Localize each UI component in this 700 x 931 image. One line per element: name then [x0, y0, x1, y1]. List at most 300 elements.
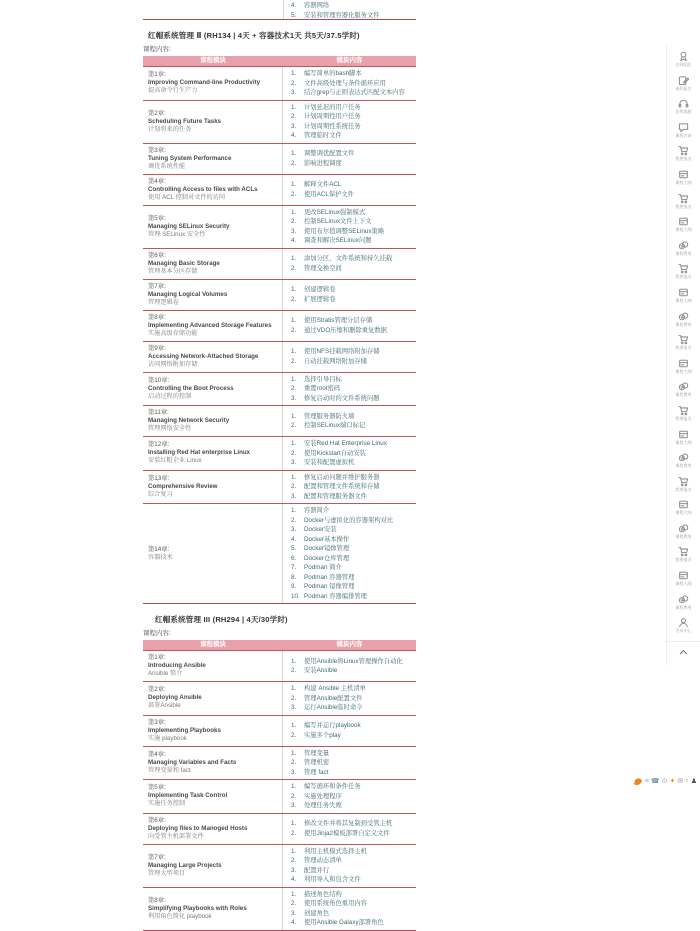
module-item: [291, 482, 413, 492]
item-number: 3.: [291, 89, 297, 96]
item-number: 1.: [291, 440, 297, 447]
table-header-cell: 模块内容: [336, 57, 363, 64]
table-row: [143, 372, 416, 406]
module-name-cell: [143, 373, 283, 406]
item-number: 1.: [291, 181, 297, 188]
item-number: 2.: [291, 667, 297, 674]
item-number: 2.: [291, 385, 297, 392]
item-text: 创建角色: [304, 909, 330, 917]
module-item: [291, 217, 413, 227]
sidebar-item-label: 预约报名: [675, 85, 692, 91]
module-item: [291, 801, 413, 811]
sidebar-item[interactable]: [667, 145, 700, 169]
module-item: [291, 506, 413, 516]
module-item: [291, 592, 413, 602]
item-text: 管理 fact: [304, 768, 329, 776]
item-text: Podman 容器编排管理: [304, 592, 367, 600]
module-content-cell: [283, 249, 416, 279]
chapter-title-en: Controlling the Boot Process: [148, 384, 234, 392]
item-number: 2.: [291, 759, 297, 766]
chapter-title-cn: 部署Ansible: [148, 702, 181, 710]
item-text: 编写循环和条件任务: [304, 783, 361, 790]
item-text: 添加分区、文件系统和持久挂载: [304, 255, 393, 262]
item-text: 使用布尔值调整SELinux策略: [304, 227, 385, 235]
sidebar-item[interactable]: [667, 122, 700, 146]
sidebar-item[interactable]: [667, 287, 700, 311]
phone-icon[interactable]: ☎: [650, 778, 660, 785]
module-content-cell: [283, 373, 416, 406]
chapter-title-en: Improving Command-line Productivity: [148, 79, 261, 87]
module-content-cell: [283, 716, 416, 746]
module-content-cell: [283, 67, 416, 100]
sidebar-item[interactable]: [667, 193, 700, 217]
item-number: 1.: [291, 685, 297, 692]
item-text: 计划周期性系统任务: [304, 122, 361, 130]
sidebar-item[interactable]: [667, 405, 700, 429]
item-number: 2.: [291, 113, 297, 120]
sidebar-item-label: 我要报名: [675, 416, 692, 421]
module-item: [291, 856, 413, 866]
item-number: 1.: [291, 412, 297, 420]
item-number: 4.: [291, 2, 297, 9]
coins-icon: [667, 381, 700, 392]
sidebar-item[interactable]: [667, 570, 700, 594]
sidebar-item[interactable]: [667, 499, 700, 523]
module-item: [291, 782, 413, 792]
item-text: 文件高级处理与条件循环应用: [304, 79, 386, 87]
item-text: 配置并行: [304, 866, 330, 874]
chapter-label: 第12章:: [148, 441, 170, 449]
chapter-title-cn: 使用 ACL 控制对文件的访问: [148, 193, 226, 201]
item-text: Docker基本操作: [304, 535, 350, 543]
module-item: [291, 582, 413, 592]
table-row: [143, 405, 416, 436]
sidebar-item[interactable]: [667, 617, 700, 641]
mail-icon[interactable]: ✉: [677, 778, 684, 785]
item-text: 自动挂载网络附加存储: [304, 357, 367, 365]
item-number: 2.: [291, 829, 297, 837]
module-content-cell: [283, 682, 416, 715]
item-number: 5.: [291, 11, 297, 19]
sidebar-item[interactable]: [667, 334, 700, 358]
item-number: 1.: [291, 70, 297, 77]
sidebar-item-label: 课程大纲: [675, 227, 692, 232]
sidebar-item-label: 课程费用: [675, 463, 692, 468]
sidebar-item[interactable]: [667, 51, 700, 75]
table-row: [143, 436, 416, 470]
person-icon[interactable]: ♟: [690, 778, 697, 785]
sidebar-item[interactable]: [667, 75, 700, 99]
module-item: [291, 264, 413, 274]
item-number: 3.: [291, 459, 297, 466]
sidebar-item[interactable]: [667, 452, 700, 476]
item-text: 构建 Ansible 主机清单: [304, 685, 366, 692]
item-number: 2.: [291, 449, 297, 457]
clock-icon[interactable]: ⊙: [661, 778, 668, 785]
sidebar-item-label: 课程费用: [675, 534, 692, 539]
table-row: [143, 310, 416, 341]
item-text: 使用系统角色重用内容: [304, 900, 367, 907]
module-item: [291, 792, 413, 802]
item-number: 2.: [291, 900, 297, 907]
table-header-cell: 课程模块: [200, 57, 226, 64]
sidebar-item[interactable]: [667, 594, 700, 618]
chapter-label: 第6章:: [148, 816, 166, 824]
sidebar-item-label: 在线客服: [675, 109, 692, 114]
item-text: 重置root密码: [304, 385, 341, 392]
item-text: 结合grep与正则表达式匹配文本内容: [304, 89, 405, 96]
course-content-label: 课程内容:: [143, 630, 171, 637]
menu-icon[interactable]: ≡: [644, 778, 649, 785]
item-text: 影响进程调度: [304, 159, 342, 167]
sidebar-item[interactable]: [667, 311, 700, 335]
item-number: 1.: [291, 890, 297, 898]
module-item: [291, 909, 413, 919]
user-icon: [667, 617, 700, 628]
item-number: 3.: [291, 802, 297, 809]
table-row: [143, 650, 416, 681]
module-content-cell: [283, 206, 416, 248]
chapter-title-en: Tuning System Performance: [148, 154, 232, 162]
chapter-label: 第4章:: [148, 177, 166, 185]
chapter-label: 第9章:: [148, 344, 166, 352]
item-number: 1.: [291, 820, 297, 827]
item-text: 管理Ansible配置文件: [304, 694, 363, 702]
sidebar-item[interactable]: [667, 98, 700, 122]
item-number: 2.: [291, 264, 297, 272]
module-item: [291, 525, 413, 535]
module-item: [291, 122, 413, 132]
item-text: 安装和配置虚拟机: [304, 459, 355, 466]
chapter-title-en: Simplifying Playbooks with Roles: [148, 904, 247, 912]
card-icon: [667, 169, 700, 180]
medal-icon: [667, 51, 700, 62]
card-icon: [667, 429, 700, 440]
item-text: 编写简单的bash脚本: [304, 70, 362, 77]
module-name-cell: [143, 682, 283, 715]
item-text: 管理动态清单: [304, 857, 342, 864]
chapter-title-en: Implementing Advanced Storage Features: [148, 321, 272, 329]
module-content-cell: [283, 888, 416, 930]
item-number: 2.: [291, 295, 297, 303]
coins-icon: [667, 311, 700, 322]
item-number: 2.: [291, 357, 297, 365]
module-item: [291, 721, 413, 731]
item-number: 3.: [291, 866, 297, 874]
service-logo-icon[interactable]: [633, 777, 643, 787]
item-text: 计划周期性用户任务: [304, 113, 361, 120]
module-item: [291, 131, 413, 141]
sidebar-item[interactable]: [667, 476, 700, 500]
item-text: 更改SELinux强制模式: [304, 208, 366, 216]
chapter-title-en: Scheduling Future Tasks: [148, 117, 222, 125]
chapter-label: 第13章:: [148, 474, 170, 482]
module-name-cell: [143, 67, 283, 100]
item-text: 解释文件ACL: [304, 181, 342, 188]
module-name-cell: [143, 280, 283, 310]
item-text: 扩展逻辑卷: [304, 295, 336, 303]
item-number: 3.: [291, 227, 297, 235]
cart-icon: [667, 334, 700, 345]
cart-icon: [667, 263, 700, 274]
item-number: 1.: [291, 375, 297, 383]
item-text: 利用主机模式选择主机: [304, 847, 367, 855]
module-name-cell: [143, 651, 283, 681]
module-item: [291, 899, 413, 909]
module-content-cell: [283, 504, 416, 603]
item-number: 3.: [291, 909, 297, 917]
module-item: [291, 227, 413, 237]
module-item: [291, 684, 413, 694]
module-name-cell: [143, 504, 283, 603]
chapter-label: 第7章:: [148, 282, 166, 290]
module-item: [291, 254, 413, 264]
module-name-cell: [143, 249, 283, 279]
item-text: 使用NFS挂载网络附加存储: [304, 348, 380, 355]
module-content-cell: [283, 175, 416, 205]
module-item: [291, 749, 413, 759]
chapter-title-cn: 计划将来的任务: [148, 125, 192, 133]
chapter-label: 第5章:: [148, 214, 166, 222]
module-item: [291, 694, 413, 704]
chapter-label: 第6章:: [148, 251, 166, 259]
chapter-title-en: Managing Logical Volumes: [148, 290, 228, 298]
module-name-cell: [143, 888, 283, 930]
chapter-title-en: Installing Red Hat enterprise Linux: [148, 449, 251, 457]
chapter-title-en: Controlling Access to files with ACLs: [148, 185, 258, 193]
sidebar-item[interactable]: [667, 216, 700, 240]
module-content-cell: [283, 342, 416, 372]
module-item: [291, 357, 413, 367]
item-text: 运行Ansible临时命令: [304, 704, 363, 711]
module-item: [291, 316, 413, 326]
item-number: 2.: [291, 516, 297, 524]
item-number: 3.: [291, 704, 297, 711]
sidebar-item[interactable]: [667, 546, 700, 570]
sidebar-item-label: 课程大纲: [675, 439, 692, 445]
module-item: [291, 149, 413, 159]
chapter-label: 第14章:: [148, 545, 170, 553]
chapter-title-cn: 实施高级存储功能: [148, 329, 198, 337]
table-row: [143, 844, 416, 887]
module-item: [291, 449, 413, 459]
module-content-cell: [283, 406, 416, 436]
chapter-title-cn: 管理逻辑卷: [148, 298, 179, 306]
module-name-cell: [143, 101, 283, 143]
card-icon: [667, 358, 700, 369]
item-number: 6.: [291, 554, 297, 562]
item-text: 使用ACL保护文件: [304, 190, 355, 198]
table-row: [143, 100, 416, 143]
item-text: Docker仓库管理: [304, 554, 350, 562]
item-text: 管理机密: [304, 759, 330, 766]
module-item: [291, 236, 413, 246]
module-item: [291, 516, 413, 526]
module-name-cell: [143, 437, 283, 470]
coins-icon: [667, 452, 700, 463]
chapter-title-en: Managing Variables and Facts: [148, 758, 237, 766]
chapter-label: 第8章:: [148, 313, 166, 321]
item-text: 控制SELinux文件上下文: [304, 218, 372, 225]
item-text: 计划延迟的用户任务: [304, 103, 361, 111]
item-text: 管理变量: [304, 749, 330, 757]
module-content-cell: [283, 311, 416, 341]
item-text: 容器网络: [304, 2, 330, 9]
sidebar-item[interactable]: [667, 429, 700, 453]
module-item: [291, 473, 413, 483]
chapter-label: 第2章:: [148, 686, 166, 694]
item-text: 控制SELinux端口标记: [304, 422, 366, 429]
sidebar-item-label: 会员中心: [675, 628, 692, 633]
chapter-label: 第3章:: [148, 718, 166, 726]
item-number: 9.: [291, 583, 297, 590]
module-item: [291, 190, 413, 200]
chapter-title-cn: 访问网络附加存储: [148, 360, 198, 368]
item-text: 使用Ansible Galaxy部署角色: [304, 919, 384, 926]
chapter-title-cn: 容器技术: [148, 553, 173, 561]
chapter-label: 第3章:: [148, 146, 166, 154]
module-item: [291, 544, 413, 554]
chapter-title-en: Managing SELinux Security: [148, 222, 230, 230]
module-item: [291, 421, 413, 431]
card-icon: [667, 287, 700, 298]
item-text: 描述角色结构: [304, 890, 342, 898]
back-to-top-button[interactable]: [667, 641, 700, 665]
module-item: [291, 88, 413, 98]
item-text: 管理临时文件: [304, 132, 342, 139]
sidebar-item-label: 课程费用: [675, 604, 692, 610]
item-number: 2.: [291, 694, 297, 702]
main-content: [143, 0, 416, 931]
course-rh134-title: 红帽系统管理 Ⅱ (RH134 | 4天 + 容器技术1天 共5天/37.5学时): [148, 31, 360, 40]
module-item: [291, 79, 413, 89]
right-sidebar: [666, 46, 700, 665]
module-item: [291, 829, 413, 839]
sidebar-item[interactable]: [667, 240, 700, 264]
table-row: [143, 813, 416, 844]
chapter-title-cn: 综合复习: [148, 490, 173, 498]
sidebar-item-label: 课程费用: [675, 321, 692, 327]
cart-icon: [667, 546, 700, 557]
item-text: 创建逻辑卷: [304, 286, 336, 293]
arrow-up-icon[interactable]: ↑: [685, 778, 689, 785]
course-content-label: 课程内容:: [143, 46, 171, 53]
item-text: 使用Kickstart自动安装: [304, 449, 366, 457]
item-number: 2.: [291, 79, 297, 87]
table-row: [143, 205, 416, 248]
table-header-cell: 模块内容: [336, 641, 363, 648]
item-number: 1.: [291, 722, 297, 729]
module-name-cell: [143, 780, 283, 813]
module-content-cell: [283, 471, 416, 504]
sidebar-item-label: 课程大纲: [675, 298, 692, 303]
chapter-label: 第2章:: [148, 109, 166, 117]
sidebar-item[interactable]: [667, 381, 700, 405]
chapter-title-en: Deploying files to Manoged Hosts: [148, 824, 248, 832]
module-item: [291, 439, 413, 449]
item-number: 1.: [291, 783, 297, 790]
item-number: 4.: [291, 237, 297, 244]
item-text: 修复启动问题并维护服务器: [304, 473, 380, 481]
module-item: [291, 285, 413, 295]
item-text: 使用Stratis管理分层存储: [304, 317, 373, 324]
table-row: [143, 341, 416, 372]
cart-icon: [667, 193, 700, 204]
module-item: [291, 208, 413, 218]
chapter-title-en: Accessing Network-Attached Storage: [148, 352, 259, 360]
module-item: [291, 573, 413, 583]
chapter-title-cn: 向受管主机部署文件: [148, 832, 204, 840]
module-name-cell: [143, 342, 283, 372]
item-text: 利用导入和包含文件: [304, 876, 361, 883]
chapter-title-cn: 管理变量和 fact: [148, 766, 191, 774]
item-text: 管理服务器防火墙: [304, 412, 355, 420]
item-text: 安装Red Hat Enterprise Linux: [304, 440, 387, 447]
module-content-cell: [283, 814, 416, 844]
flash-icon[interactable]: ✦: [669, 778, 676, 785]
rh294-modules-table: [143, 640, 416, 931]
chapter-title-en: Managing Network Security: [148, 417, 230, 424]
item-text: 编写并运行playbook: [304, 722, 361, 729]
rh134-modules-table: [143, 56, 416, 604]
sidebar-item-label: 课程大纲: [675, 581, 692, 586]
module-item: [291, 492, 413, 502]
item-number: 4.: [291, 876, 297, 883]
headset-icon: [667, 98, 700, 109]
table-header: [143, 640, 416, 650]
module-item: [291, 535, 413, 545]
module-item: [291, 112, 413, 122]
item-text: 使用Jinja2模板部署自定义文件: [304, 829, 390, 837]
cart-icon: [667, 476, 700, 487]
table-row: [143, 470, 416, 504]
module-content-cell: [283, 651, 416, 681]
item-text: 修复启动时的文件系统问题: [304, 394, 380, 402]
column-divider: [283, 0, 284, 19]
module-item: [291, 554, 413, 564]
course-rh294-section: [143, 614, 416, 931]
coins-icon: [667, 523, 700, 534]
module-item: [291, 394, 413, 404]
chapter-title-cn: Ansible 简介: [148, 670, 183, 677]
sidebar-item[interactable]: [667, 263, 700, 287]
item-text: 实施多个play: [304, 731, 341, 739]
sidebar-item[interactable]: [667, 169, 700, 193]
item-number: 5.: [291, 545, 297, 552]
item-number: 2.: [291, 218, 297, 225]
item-number: 4.: [291, 919, 297, 926]
sidebar-item[interactable]: [667, 523, 700, 547]
chapter-title-cn: 实施任务控制: [148, 800, 186, 808]
item-number: 2.: [291, 857, 297, 864]
sidebar-item-label: 我要报名: [675, 345, 692, 350]
module-content-cell: [283, 280, 416, 310]
sidebar-item-label: 我要报名: [675, 486, 692, 492]
chapter-title-en: Deploying Ansible: [148, 694, 202, 702]
item-text: 配置和管理服务器文件: [304, 492, 367, 500]
module-content-cell: [283, 780, 416, 813]
sidebar-item[interactable]: [667, 358, 700, 382]
item-number: 2.: [291, 483, 297, 490]
chapter-title-en: Implementing Task Control: [148, 792, 228, 800]
module-name-cell: [143, 406, 283, 436]
sidebar-item-label: 我要报名: [675, 274, 692, 280]
card-icon: [667, 570, 700, 581]
item-number: 2.: [291, 159, 297, 167]
chapter-title-cn: 提高命令行生产力: [148, 87, 198, 95]
chevron-up-icon: [667, 647, 700, 658]
item-text: 配置和管理文件系统和存储: [304, 483, 380, 490]
